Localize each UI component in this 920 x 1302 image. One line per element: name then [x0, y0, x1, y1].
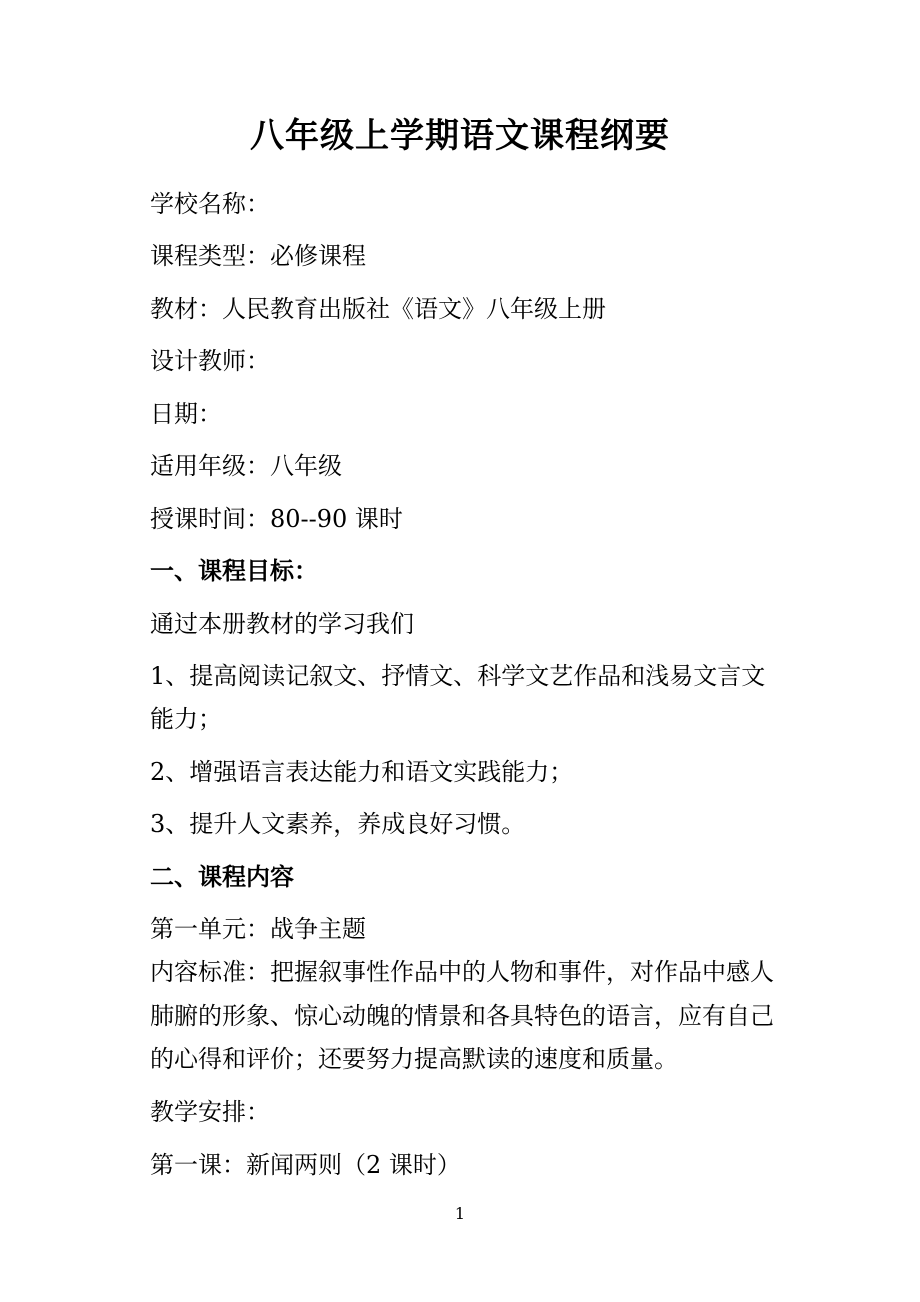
goal-1-line-a: 1、提高阅读记叙文、抒情文、科学文艺作品和浅易文言文 [150, 662, 766, 690]
goals-intro: 通过本册教材的学习我们 [150, 610, 414, 638]
section-heading-content: 二、课程内容 [150, 863, 294, 891]
content-standard-line-a: 内容标准：把握叙事性作品中的人物和事件，对作品中感人 [150, 958, 774, 986]
page-number: 1 [454, 1204, 466, 1223]
document-title: 八年级上学期语文课程纲要 [250, 116, 670, 156]
unit-1-title: 第一单元：战争主题 [150, 915, 366, 943]
date-line: 日期： [150, 400, 222, 428]
content-standard-line-c: 的心得和评价；还要努力提高默读的速度和质量。 [150, 1045, 678, 1073]
designer-line: 设计教师： [150, 347, 270, 375]
grade-line: 适用年级：八年级 [150, 452, 342, 480]
section-heading-goals: 一、课程目标： [150, 557, 318, 585]
lesson-1: 第一课：新闻两则（2 课时） [150, 1151, 461, 1179]
content-standard-line-b: 肺腑的形象、惊心动魄的情景和各具特色的语言，应有自己 [150, 1002, 774, 1030]
course-type-line: 课程类型：必修课程 [150, 242, 366, 270]
goal-1-line-b: 能力； [150, 705, 222, 733]
hours-line: 授课时间：80--90 课时 [150, 505, 403, 533]
school-name-line: 学校名称： [150, 190, 270, 218]
goal-2: 2、增强语言表达能力和语文实践能力； [150, 758, 574, 786]
textbook-line: 教材：人民教育出版社《语文》八年级上册 [150, 295, 606, 323]
teaching-arrangement: 教学安排： [150, 1098, 270, 1126]
goal-3: 3、提升人文素养，养成良好习惯。 [150, 810, 526, 838]
